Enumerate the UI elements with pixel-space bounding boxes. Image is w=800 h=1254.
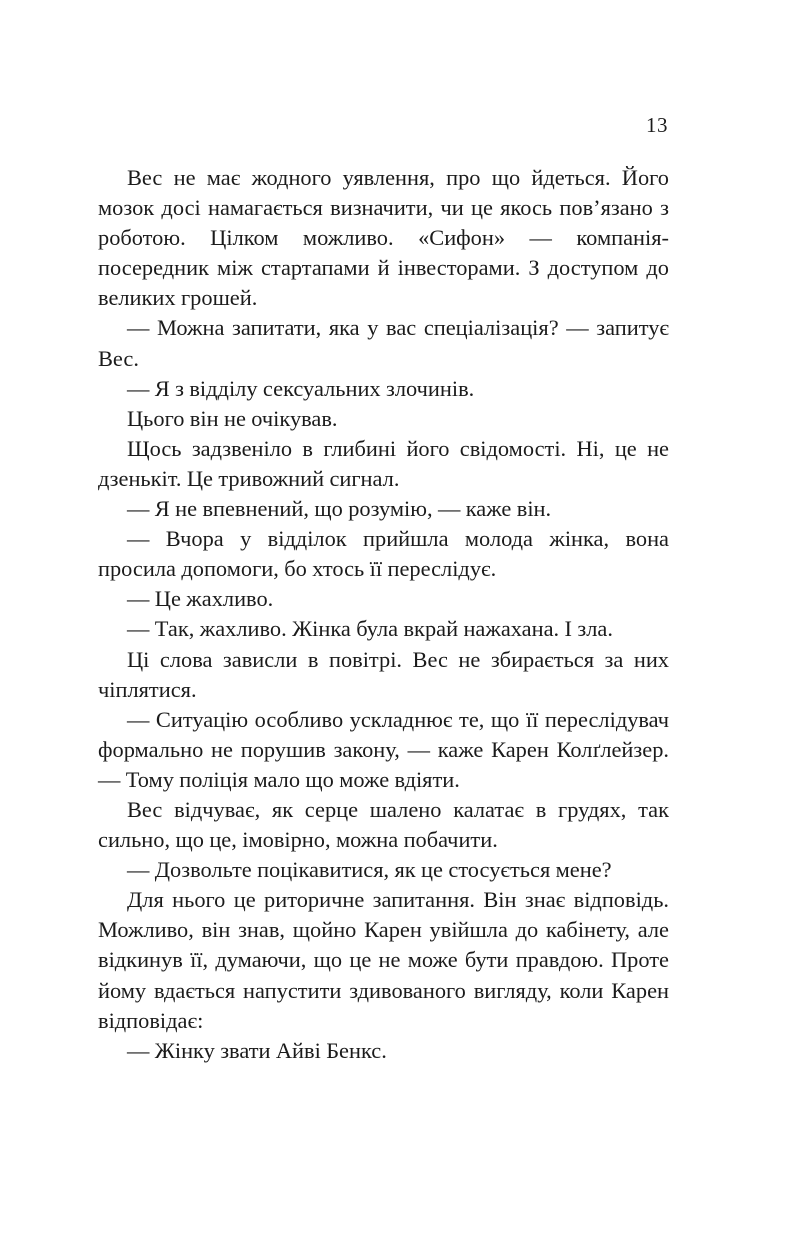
body-paragraph: — Ситуацію особливо ускладнює те, що її переслідувач формально не порушив закону, — каже Карен Колґлейзер. — Тому поліція мало що може вдіяти. — [98, 706, 669, 792]
body-paragraph: Вес відчуває, як серце шалено калатає в грудях, так сильно, що це, імовірно, можна побачити. — [98, 796, 669, 853]
page-number: 13 — [646, 113, 668, 137]
body-paragraph: — Я з відділу сексуальних злочинів. — [127, 375, 475, 401]
body-paragraph: — Це жахливо. — [127, 586, 274, 612]
body-paragraph: — Так, жахливо. Жінка була вкрай нажахана. І зла. — [127, 616, 613, 642]
body-paragraph: — Вчора у відділок прийшла молода жінка, вона просила допомоги, бо хтось її переслідує. — [98, 526, 669, 582]
body-paragraph: Для нього це риторичне запитання. Він знає відповідь. Можливо, він знав, щойно Карен увійшла до кабінету, але відкинув її, думаючи, що це не може бути правдою. Проте йому вдається напустити здивованого вигляду, коли Карен відповідає: — [98, 887, 669, 1033]
body-paragraph: Щось задзвеніло в глибині його свідомості. Ні, це не дзенькіт. Це тривожний сигнал. — [98, 435, 669, 491]
page-body-text — [98, 163, 669, 1066]
body-paragraph: Ці слова зависли в повітрі. Вес не збирається за них чіплятися. — [98, 646, 669, 702]
body-paragraph: — Дозвольте поцікавитися, як це стосується мене? — [127, 857, 612, 883]
body-paragraph: — Можна запитати, яка у вас спеціалізація? — запитує Вес. — [98, 315, 669, 371]
body-paragraph: — Я не впевнений, що розумію, — каже він. — [127, 496, 552, 522]
body-paragraph: — Жінку звати Айві Бенкс. — [127, 1037, 387, 1063]
body-paragraph: Вес не має жодного уявлення, про що йдеться. Його мозок досі намагається визначити, чи це якось пов’язано з роботою. Цілком можливо. «Сифон» — компанія-посередник між стартапами й інвесторами. З доступом до великих грошей. — [98, 165, 669, 311]
body-paragraph: Цього він не очікував. — [127, 405, 338, 431]
